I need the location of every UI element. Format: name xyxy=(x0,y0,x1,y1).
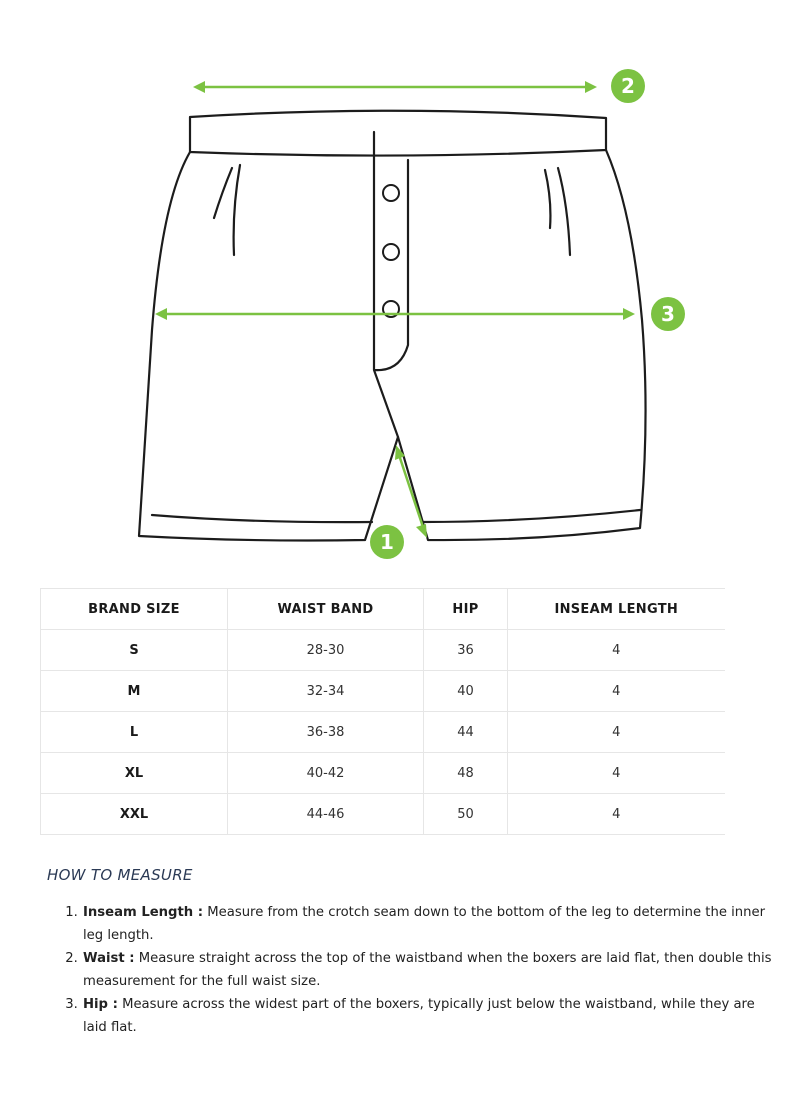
cell-inseam-length: 4 xyxy=(508,753,725,794)
cell-waist-band: 32-34 xyxy=(228,671,424,712)
table-row xyxy=(41,753,725,794)
marker-2-label: 2 xyxy=(621,74,635,98)
instruction-term: Inseam Length : xyxy=(83,905,204,920)
cell-brand-size: XXL xyxy=(41,794,228,835)
marker-1-label: 1 xyxy=(380,530,394,554)
waist-arrow-head-right xyxy=(585,81,597,93)
right-pleat xyxy=(545,168,570,255)
table-row xyxy=(41,630,725,671)
waist-arrow-head-left xyxy=(193,81,205,93)
button-middle xyxy=(383,244,399,260)
waistband-outline xyxy=(190,111,606,156)
cell-hip: 48 xyxy=(424,753,508,794)
inseam-arrow-head-bottom xyxy=(416,524,427,538)
cell-brand-size: L xyxy=(41,712,228,753)
cell-brand-size: S xyxy=(41,630,228,671)
inseam-arrow-line xyxy=(398,452,424,530)
cell-inseam-length: 4 xyxy=(508,794,725,835)
cell-brand-size: XL xyxy=(41,753,228,794)
hip-arrow-head-left xyxy=(155,308,167,320)
how-to-measure-title: HOW TO MEASURE xyxy=(47,866,193,884)
fly-outline xyxy=(374,132,408,437)
cell-brand-size: M xyxy=(41,671,228,712)
cell-inseam-length: 4 xyxy=(508,712,725,753)
cell-waist-band: 28-30 xyxy=(228,630,424,671)
table-row xyxy=(41,671,725,712)
table-row xyxy=(41,794,725,835)
instruction-text: Measure from the crotch seam down to the bottom of the leg to determine the inner leg length. xyxy=(83,905,766,943)
cell-hip: 50 xyxy=(424,794,508,835)
table-row xyxy=(41,712,725,753)
instruction-text: Measure across the widest part of the boxers, typically just below the waistband, while they are laid flat. xyxy=(83,997,755,1035)
cell-inseam-length: 4 xyxy=(508,630,725,671)
hip-arrow-head-right xyxy=(623,308,635,320)
size-chart-table xyxy=(40,588,725,835)
instruction-waist xyxy=(82,948,782,993)
cell-waist-band: 44-46 xyxy=(228,794,424,835)
instruction-text: Measure straight across the top of the waistband when the boxers are laid flat, then double this measurement for the full waist size. xyxy=(83,951,772,989)
cell-hip: 36 xyxy=(424,630,508,671)
cell-waist-band: 36-38 xyxy=(228,712,424,753)
instruction-term: Waist : xyxy=(83,951,135,966)
instruction-term: Hip : xyxy=(83,997,118,1012)
cell-hip: 44 xyxy=(424,712,508,753)
instruction-hip xyxy=(82,994,782,1039)
header-hip: HIP xyxy=(424,589,508,630)
left-pleat xyxy=(214,165,240,255)
measurement-instructions-list xyxy=(56,902,782,1040)
header-brand-size: BRAND SIZE xyxy=(41,589,228,630)
header-waist-band: WAIST BAND xyxy=(228,589,424,630)
shorts-outline xyxy=(139,150,646,541)
table-header-row xyxy=(41,589,725,630)
right-hem-line xyxy=(422,510,640,522)
cell-hip: 40 xyxy=(424,671,508,712)
cell-inseam-length: 4 xyxy=(508,671,725,712)
marker-3-label: 3 xyxy=(661,302,675,326)
cell-waist-band: 40-42 xyxy=(228,753,424,794)
header-inseam-length: INSEAM LENGTH xyxy=(508,589,725,630)
instruction-inseam xyxy=(82,902,782,947)
button-top xyxy=(383,185,399,201)
left-hem-line xyxy=(152,515,372,522)
